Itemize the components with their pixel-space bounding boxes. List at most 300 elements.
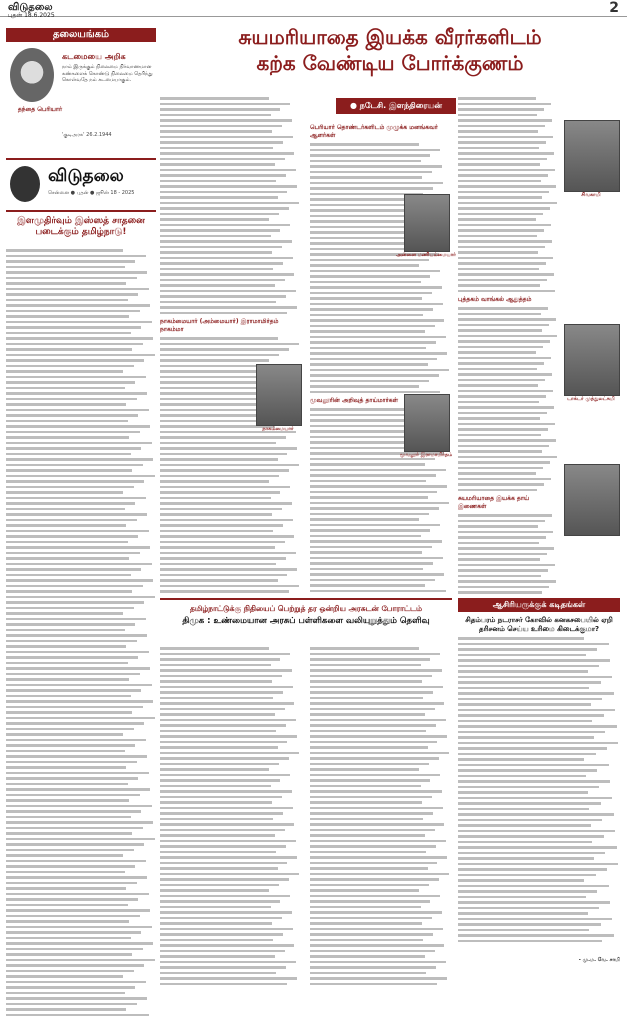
text-line	[310, 319, 444, 322]
text-line	[160, 713, 275, 716]
text-line	[6, 915, 140, 918]
text-line	[160, 169, 296, 172]
text-line	[458, 896, 586, 899]
text-line	[6, 662, 128, 665]
text-line	[160, 763, 279, 766]
text-line	[6, 926, 152, 929]
text-line	[160, 730, 276, 733]
logo-icon	[10, 166, 40, 202]
text-line	[160, 801, 272, 804]
text-line	[160, 519, 293, 522]
text-line	[458, 709, 615, 712]
text-line	[458, 835, 604, 838]
text-line	[160, 480, 269, 483]
text-line	[310, 977, 447, 980]
text-line	[310, 933, 433, 936]
text-line	[160, 796, 282, 799]
text-line	[310, 149, 440, 152]
text-line	[458, 346, 543, 349]
text-line	[310, 686, 443, 689]
text-line	[160, 653, 290, 656]
text-line	[310, 966, 436, 969]
text-line	[458, 720, 592, 723]
text-line	[458, 929, 589, 932]
text-line	[310, 369, 449, 372]
text-line	[6, 981, 146, 984]
text-line	[160, 458, 278, 461]
text-line	[310, 143, 419, 146]
text-line	[310, 546, 432, 549]
text-line	[458, 207, 550, 210]
text-line	[310, 264, 419, 267]
text-line	[160, 708, 285, 711]
text-line	[160, 873, 299, 876]
text-line	[160, 675, 282, 678]
text-line	[6, 783, 128, 786]
text-line	[160, 337, 278, 340]
text-line	[160, 590, 289, 593]
text-line	[6, 799, 129, 802]
text-line	[310, 325, 435, 328]
text-line	[6, 491, 123, 494]
text-line	[160, 541, 285, 544]
text-line	[458, 775, 586, 778]
text-line	[458, 654, 586, 657]
text-line	[6, 475, 155, 478]
text-line	[160, 768, 269, 771]
text-line	[6, 458, 153, 461]
text-line	[310, 691, 433, 694]
text-line	[458, 747, 607, 750]
text-line	[160, 240, 292, 243]
text-line	[458, 351, 536, 354]
text-line	[6, 376, 146, 379]
text-line	[458, 703, 591, 706]
text-line	[310, 491, 437, 494]
text-line	[458, 240, 552, 243]
text-line	[310, 829, 435, 832]
text-line	[458, 445, 549, 448]
text-line	[310, 363, 428, 366]
text-line	[458, 670, 588, 673]
text-line	[6, 409, 149, 412]
text-line	[310, 867, 428, 870]
text-line	[310, 884, 429, 887]
text-line	[310, 385, 419, 388]
paper-name-small: விடுதலை	[8, 2, 53, 14]
text-line	[160, 218, 269, 221]
caption-nagammai: நாகம்மையார்	[250, 426, 306, 432]
text-line	[458, 808, 589, 811]
text-line	[6, 975, 123, 978]
text-line	[6, 827, 143, 830]
text-line	[6, 486, 134, 489]
text-line	[160, 447, 297, 450]
text-line	[310, 573, 444, 576]
caption-ramamirtham: மூவலூர் இராமாமிர்தம்	[396, 452, 456, 458]
text-line	[310, 917, 432, 920]
text-line	[6, 513, 147, 516]
text-line	[6, 541, 128, 544]
text-line	[6, 931, 141, 934]
text-line	[310, 540, 442, 543]
text-line	[6, 601, 144, 604]
text-line	[458, 169, 555, 172]
text-line	[458, 830, 615, 833]
text-line	[160, 108, 280, 111]
text-line	[6, 887, 126, 890]
text-line	[458, 357, 551, 360]
article-column-1	[160, 94, 300, 594]
text-line	[6, 249, 123, 252]
text-line	[160, 464, 299, 467]
text-line	[6, 876, 147, 879]
photo-woman-3	[564, 464, 620, 536]
text-line	[6, 354, 155, 357]
text-line	[6, 750, 125, 753]
photo-nagammai	[256, 364, 302, 426]
masthead-meta: சென்னை ● புதன் ● ஜூன் 18 - 2025	[48, 190, 134, 196]
text-line	[6, 860, 146, 863]
subhead: சுயமரியாதை இயக்க தாய் இணைகள்	[458, 495, 558, 511]
text-line	[6, 590, 132, 593]
text-line	[160, 574, 287, 577]
text-line	[458, 439, 556, 442]
text-line	[6, 755, 147, 758]
text-line	[458, 273, 554, 276]
text-line	[310, 961, 446, 964]
text-line	[160, 301, 276, 304]
text-line	[6, 546, 150, 549]
text-line	[310, 187, 433, 190]
text-line	[6, 788, 150, 791]
text-line	[6, 761, 137, 764]
text-line	[160, 147, 273, 150]
text-line	[6, 414, 138, 417]
text-line	[6, 563, 152, 566]
text-line	[6, 645, 126, 648]
text-line	[310, 314, 423, 317]
text-line	[458, 119, 552, 122]
text-line	[6, 992, 125, 995]
text-line	[160, 180, 276, 183]
text-line	[160, 579, 278, 582]
text-line	[458, 456, 557, 459]
text-line	[458, 185, 556, 188]
text-line	[6, 920, 129, 923]
text-line	[6, 656, 138, 659]
text-line	[160, 103, 290, 106]
text-line	[6, 508, 125, 511]
text-line	[310, 653, 440, 656]
text-line	[6, 447, 141, 450]
date-line: புதன் 18.6.2025	[8, 12, 55, 20]
text-line	[458, 125, 545, 128]
text-line	[6, 266, 125, 269]
text-line	[458, 395, 546, 398]
text-line	[6, 392, 147, 395]
text-line	[6, 904, 128, 907]
text-line	[6, 959, 155, 962]
text-line	[6, 480, 144, 483]
text-line	[160, 790, 292, 793]
text-line	[458, 224, 551, 227]
text-line	[458, 569, 548, 572]
text-line	[160, 152, 294, 155]
text-line	[6, 332, 131, 335]
text-line	[310, 785, 421, 788]
text-line	[458, 196, 542, 199]
text-line	[458, 450, 542, 453]
text-line	[310, 972, 426, 975]
article-column-2	[310, 120, 450, 594]
text-line	[310, 154, 430, 157]
text-line	[310, 524, 440, 527]
text-line	[310, 529, 430, 532]
text-line	[6, 299, 128, 302]
text-line	[310, 900, 430, 903]
editorial-title: இளமுதிர்வும் இஸ்ஸத் சாதனை படைக்கும் தமிழ்நாடு!	[6, 216, 156, 238]
text-line	[310, 763, 429, 766]
text-line	[160, 284, 275, 287]
text-line	[458, 591, 542, 594]
text-line	[6, 579, 153, 582]
text-line	[310, 259, 429, 262]
text-line	[6, 832, 132, 835]
text-line	[160, 213, 279, 216]
text-line	[6, 794, 140, 797]
text-line	[310, 878, 439, 881]
headline-line-2: கற்க வேண்டிய போர்க்குணம்	[160, 50, 620, 76]
text-line	[310, 889, 419, 892]
text-line	[6, 359, 144, 362]
text-line	[6, 722, 144, 725]
text-line	[458, 846, 617, 849]
text-line	[310, 507, 439, 510]
text-line	[310, 292, 432, 295]
text-line	[6, 838, 155, 841]
text-line	[160, 158, 285, 161]
text-line	[6, 898, 138, 901]
text-line	[6, 530, 149, 533]
text-line	[6, 535, 138, 538]
text-line	[458, 648, 597, 651]
text-line	[6, 469, 132, 472]
text-line	[6, 810, 141, 813]
text-line	[458, 885, 609, 888]
text-line	[458, 841, 592, 844]
text-line	[310, 584, 425, 587]
text-line	[458, 97, 536, 100]
subhead: பெரியார் தொண்டர்களிடம் முழுக்க மனங்கவர் ஆளர்கள்	[310, 124, 450, 140]
text-line	[310, 796, 432, 799]
text-line	[310, 358, 437, 361]
text-line	[458, 478, 551, 481]
text-line	[458, 412, 547, 415]
text-line	[6, 585, 143, 588]
text-line	[310, 779, 430, 782]
text-line	[310, 647, 419, 650]
text-line	[310, 697, 423, 700]
text-line	[6, 623, 135, 626]
news-title: திமுக : உண்மையான அரசுப் பள்ளிகளை வலியுறுத்தும் தெளிவு	[160, 616, 452, 627]
text-line	[458, 824, 591, 827]
text-line	[310, 818, 423, 821]
text-line	[6, 370, 123, 373]
photo-sivakami	[564, 120, 620, 192]
text-line	[310, 551, 422, 554]
text-line	[160, 779, 280, 782]
text-line	[160, 658, 280, 661]
text-line	[160, 741, 287, 744]
text-line	[458, 379, 545, 382]
text-line	[6, 805, 152, 808]
text-line	[458, 676, 612, 679]
quote-source: தந்தை பெரியார்	[10, 106, 70, 114]
editorial-label: தலையங்கம்	[6, 28, 156, 42]
text-line	[160, 295, 286, 298]
text-line	[6, 321, 152, 324]
text-line	[6, 304, 150, 307]
text-line	[310, 270, 440, 273]
text-line	[458, 174, 548, 177]
text-line	[160, 900, 280, 903]
text-line	[458, 218, 536, 221]
text-line	[310, 160, 421, 163]
text-line	[458, 318, 556, 321]
text-line	[6, 766, 126, 769]
text-line	[458, 423, 555, 426]
text-line	[310, 719, 446, 722]
text-line	[160, 983, 287, 986]
text-line	[458, 268, 539, 271]
text-line	[160, 251, 272, 254]
text-line	[6, 717, 155, 720]
text-line	[458, 918, 612, 921]
text-line	[458, 564, 555, 567]
text-line	[160, 442, 276, 445]
text-line	[310, 752, 449, 755]
text-line	[310, 950, 435, 953]
text-line	[160, 279, 285, 282]
text-line	[6, 568, 141, 571]
subhead: புத்தகம் வாங்கல் ஆதுத்தம்	[458, 296, 558, 304]
text-line	[160, 867, 278, 870]
text-line	[310, 955, 425, 958]
text-line	[6, 260, 135, 263]
text-line	[6, 964, 144, 967]
text-line	[6, 420, 128, 423]
text-line	[458, 780, 610, 783]
text-line	[6, 348, 132, 351]
text-line	[160, 664, 271, 667]
text-line	[6, 942, 153, 945]
text-line	[458, 637, 584, 640]
text-line	[310, 176, 422, 179]
text-line	[6, 403, 126, 406]
text-line	[458, 406, 554, 409]
text-line	[6, 552, 140, 555]
text-line	[458, 324, 549, 327]
text-line	[6, 337, 153, 340]
text-line	[160, 845, 286, 848]
text-line	[6, 293, 138, 296]
text-line	[6, 678, 129, 681]
text-line	[160, 785, 271, 788]
text-line	[160, 807, 293, 810]
text-line	[458, 863, 618, 866]
caption-maniammai: அன்னை மணியம்மையார்	[396, 252, 456, 258]
letters-sidebar	[458, 598, 620, 994]
text-line	[310, 579, 435, 582]
text-line	[160, 928, 293, 931]
text-line	[310, 845, 436, 848]
text-line	[160, 290, 296, 293]
masthead-name: விடுதலை	[48, 166, 124, 188]
text-line	[458, 313, 541, 316]
text-line	[6, 843, 144, 846]
text-line	[458, 489, 537, 492]
text-line	[458, 874, 596, 877]
text-line	[6, 970, 134, 973]
text-line	[160, 966, 286, 969]
text-line	[458, 307, 548, 310]
page-number: 2	[609, 0, 619, 16]
text-line	[6, 398, 137, 401]
text-line	[310, 275, 430, 278]
text-line	[458, 373, 552, 376]
text-line	[6, 497, 146, 500]
text-line	[458, 246, 545, 249]
text-line	[160, 235, 271, 238]
text-line	[458, 731, 605, 734]
text-line	[6, 821, 153, 824]
text-line	[160, 563, 276, 566]
text-line	[6, 640, 137, 643]
text-line	[310, 851, 426, 854]
text-line	[160, 114, 271, 117]
text-line	[310, 741, 437, 744]
text-line	[160, 862, 287, 865]
text-line	[6, 689, 141, 692]
text-line	[6, 618, 146, 621]
letters-title: சிதம்பரம் நடராசர் கோவில் கனகசபையில் ஏறி தரிசனம் செய்ய உரிமை கிடைக்குமா?	[458, 616, 620, 634]
text-line	[6, 596, 155, 599]
text-line	[310, 469, 446, 472]
text-line	[310, 336, 446, 339]
text-line	[310, 496, 428, 499]
text-line	[310, 308, 433, 311]
text-line	[458, 335, 557, 338]
text-line	[310, 480, 426, 483]
text-line	[160, 691, 283, 694]
text-line	[310, 380, 429, 383]
text-line	[6, 953, 132, 956]
text-line	[6, 607, 134, 610]
text-line	[6, 739, 146, 742]
text-line	[310, 669, 442, 672]
text-line	[6, 634, 147, 637]
text-line	[6, 816, 131, 819]
text-line	[310, 182, 443, 185]
text-line	[310, 513, 429, 516]
text-line	[310, 557, 443, 560]
text-line	[6, 997, 147, 1000]
text-line	[6, 343, 143, 346]
text-line	[6, 673, 140, 676]
letters-signature: - மு.ம. வே. சாமி	[458, 957, 620, 963]
text-line	[458, 692, 614, 695]
